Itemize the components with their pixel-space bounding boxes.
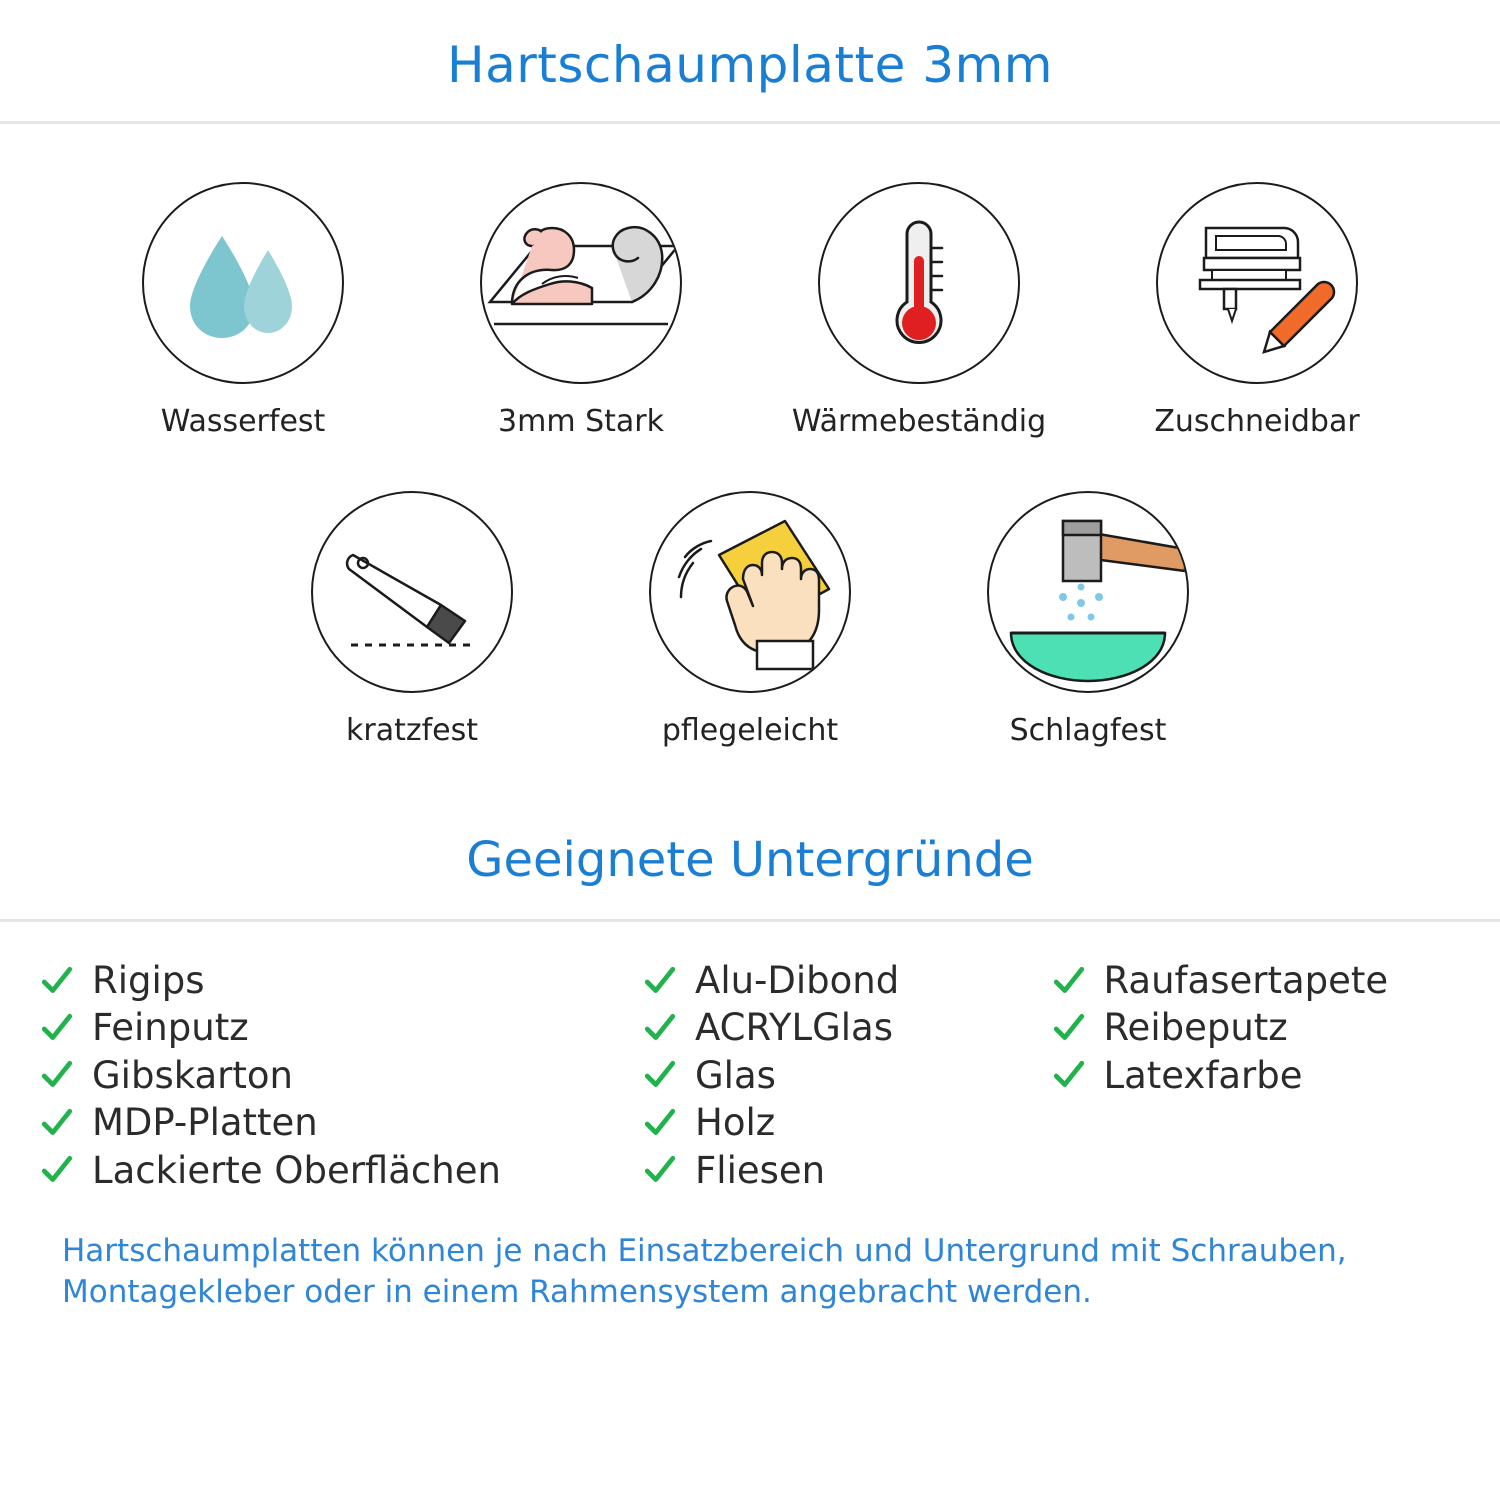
substrates-column-3: [1052, 960, 1461, 1191]
page-title: Hartschaumplatte 3mm: [446, 36, 1054, 94]
hand-cloth-wipe-icon: [651, 493, 849, 691]
substrates-column-2: [643, 960, 1052, 1191]
list-item-label: Glas: [695, 1053, 776, 1097]
feature-row-2: [0, 491, 1500, 748]
feature-waermebestaendig: [791, 182, 1047, 439]
knife-scratch-icon: [313, 493, 511, 691]
check-icon: [643, 964, 677, 998]
list-item-label: Reibeputz: [1103, 1006, 1288, 1050]
list-item: [40, 1150, 643, 1191]
check-icon: [643, 1106, 677, 1140]
list-item: [643, 1150, 1052, 1191]
page-header: [0, 0, 1500, 124]
list-item: [643, 1007, 1052, 1048]
check-icon: [40, 1011, 74, 1045]
check-icon: [40, 964, 74, 998]
feature-caption: kratzfest: [345, 713, 478, 748]
feature-zuschneidbar: [1142, 182, 1372, 439]
list-item: [643, 1055, 1052, 1096]
list-item: [40, 1055, 643, 1096]
feature-caption: Wärmebeständig: [791, 404, 1047, 439]
list-item: [40, 1007, 643, 1048]
feature-kratzfest: [297, 491, 527, 748]
list-item-label: Feinputz: [92, 1006, 249, 1050]
feature-caption: Schlagfest: [1009, 713, 1167, 748]
feature-wasserfest: [128, 182, 358, 439]
feature-icon-circle: [142, 182, 344, 384]
feature-caption: Wasserfest: [160, 404, 326, 439]
feature-icon-circle: [987, 491, 1189, 693]
feature-pflegeleicht: [635, 491, 865, 748]
list-item: [40, 960, 643, 1001]
jigsaw-cutter-icon: [1158, 184, 1356, 382]
feature-3mm-stark: [466, 182, 696, 439]
list-item-label: Lackierte Oberflächen: [92, 1148, 501, 1192]
substrates-title: Geeignete Untergründe: [466, 832, 1034, 888]
check-icon: [643, 1153, 677, 1187]
list-item-label: Rigips: [92, 958, 205, 1002]
list-item-label: Latexfarbe: [1103, 1053, 1303, 1097]
feature-caption: 3mm Stark: [498, 404, 664, 439]
list-item: [643, 960, 1052, 1001]
feature-caption: pflegeleicht: [661, 713, 839, 748]
feature-icon-circle: [1156, 182, 1358, 384]
feature-icon-circle: [480, 182, 682, 384]
check-icon: [643, 1058, 677, 1092]
feature-caption: Zuschneidbar: [1154, 404, 1360, 439]
check-icon: [1052, 1011, 1086, 1045]
list-item-label: Holz: [695, 1101, 776, 1145]
list-item-label: Alu-Dibond: [695, 958, 900, 1002]
check-icon: [40, 1058, 74, 1092]
feature-schlagfest: [973, 491, 1203, 748]
list-item-label: Raufasertapete: [1103, 958, 1389, 1002]
footnote: Hartschaumplatten können je nach Einsatzbereich und Untergrund mit Schrauben, Montagekleber oder in einem Rahmensystem angebracht werden.: [62, 1232, 1347, 1310]
list-item-label: Fliesen: [695, 1148, 826, 1192]
feature-icon-circle: [311, 491, 513, 693]
check-icon: [40, 1153, 74, 1187]
check-icon: [1052, 964, 1086, 998]
feature-section: [0, 124, 1500, 748]
list-item: [40, 1102, 643, 1143]
list-item: [1052, 1055, 1461, 1096]
list-item: [1052, 960, 1461, 1001]
check-icon: [1052, 1058, 1086, 1092]
list-item: [1052, 1007, 1461, 1048]
list-item: [643, 1102, 1052, 1143]
hammer-impact-icon: [989, 493, 1187, 691]
feature-icon-circle: [818, 182, 1020, 384]
substrates-list: [0, 922, 1500, 1191]
water-drops-icon: [144, 184, 342, 382]
check-icon: [643, 1011, 677, 1045]
feature-row-1: [0, 182, 1500, 439]
check-icon: [40, 1106, 74, 1140]
flexing-arm-icon: [482, 184, 680, 382]
list-item-label: ACRYLGlas: [695, 1006, 893, 1050]
list-item-label: Gibskarton: [92, 1053, 293, 1097]
list-item-label: MDP-Platten: [92, 1101, 318, 1145]
feature-icon-circle: [649, 491, 851, 693]
thermometer-icon: [820, 184, 1018, 382]
substrates-column-1: [40, 960, 643, 1191]
